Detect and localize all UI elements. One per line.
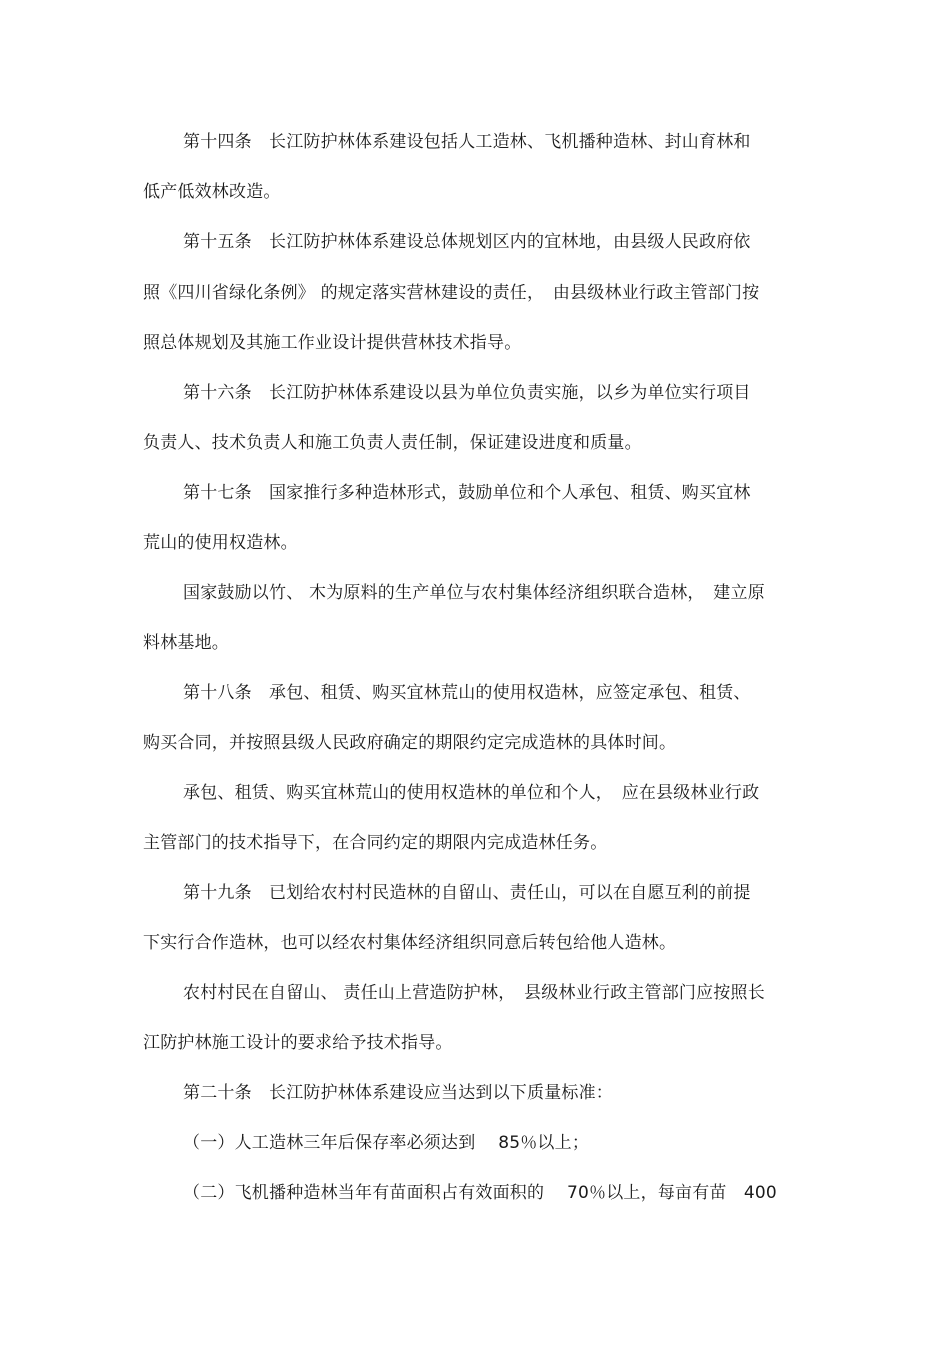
text-line: 下实行合作造林，也可以经农村集体经济组织同意后转包给他人造林。: [143, 933, 677, 953]
text-line: 第十七条 国家推行多种造林形式，鼓励单位和个人承包、租赁、购买宜林: [183, 483, 751, 503]
text-line: 主管部门的技术指导下，在合同约定的期限内完成造林任务。: [143, 833, 608, 853]
text-line: 照总体规划及其施工作业设计提供营林技术指导。: [143, 333, 522, 353]
text-line: 荒山的使用权造林。: [143, 533, 298, 553]
text-line: 第十八条 承包、租赁、购买宜林荒山的使用权造林，应签定承包、租赁、: [183, 683, 751, 703]
text-line: 第十六条 长江防护林体系建设以县为单位负责实施，以乡为单位实行项目: [183, 383, 751, 403]
text-line: 承包、租赁、购买宜林荒山的使用权造林的单位和个人， 应在县级林业行政: [183, 783, 760, 803]
text-line: 第十五条 长江防护林体系建设总体规划区内的宜林地，由县级人民政府依: [183, 232, 751, 252]
text-line: （二）飞机播种造林当年有苗面积占有效面积的 70％以上，每亩有苗 400: [183, 1183, 777, 1203]
text-line: 国家鼓励以竹、 木为原料的生产单位与农村集体经济组织联合造林， 建立原: [183, 583, 765, 603]
text-line: 农村村民在自留山、 责任山上营造防护林， 县级林业行政主管部门应按照长: [183, 983, 765, 1003]
text-line: 负责人、技术负责人和施工负责人责任制，保证建设进度和质量。: [143, 433, 642, 453]
text-line: 第二十条 长江防护林体系建设应当达到以下质量标准：: [183, 1083, 613, 1103]
text-line: 照《四川省绿化条例》 的规定落实营林建设的责任， 由县级林业行政主管部门按: [143, 283, 760, 303]
text-line: 第十四条 长江防护林体系建设包括人工造林、飞机播种造林、封山育林和: [183, 132, 751, 152]
text-line: （一）人工造林三年后保存率必须达到 85％以上；: [183, 1133, 590, 1153]
text-line: 料林基地。: [143, 633, 229, 653]
text-line: 江防护林施工设计的要求给予技术指导。: [143, 1033, 453, 1053]
text-line: 购买合同，并按照县级人民政府确定的期限约定完成造林的具体时间。: [143, 733, 677, 753]
text-line: 低产低效林改造。: [143, 182, 281, 202]
text-line: 第十九条 已划给农村村民造林的自留山、责任山，可以在自愿互利的前提: [183, 883, 751, 903]
